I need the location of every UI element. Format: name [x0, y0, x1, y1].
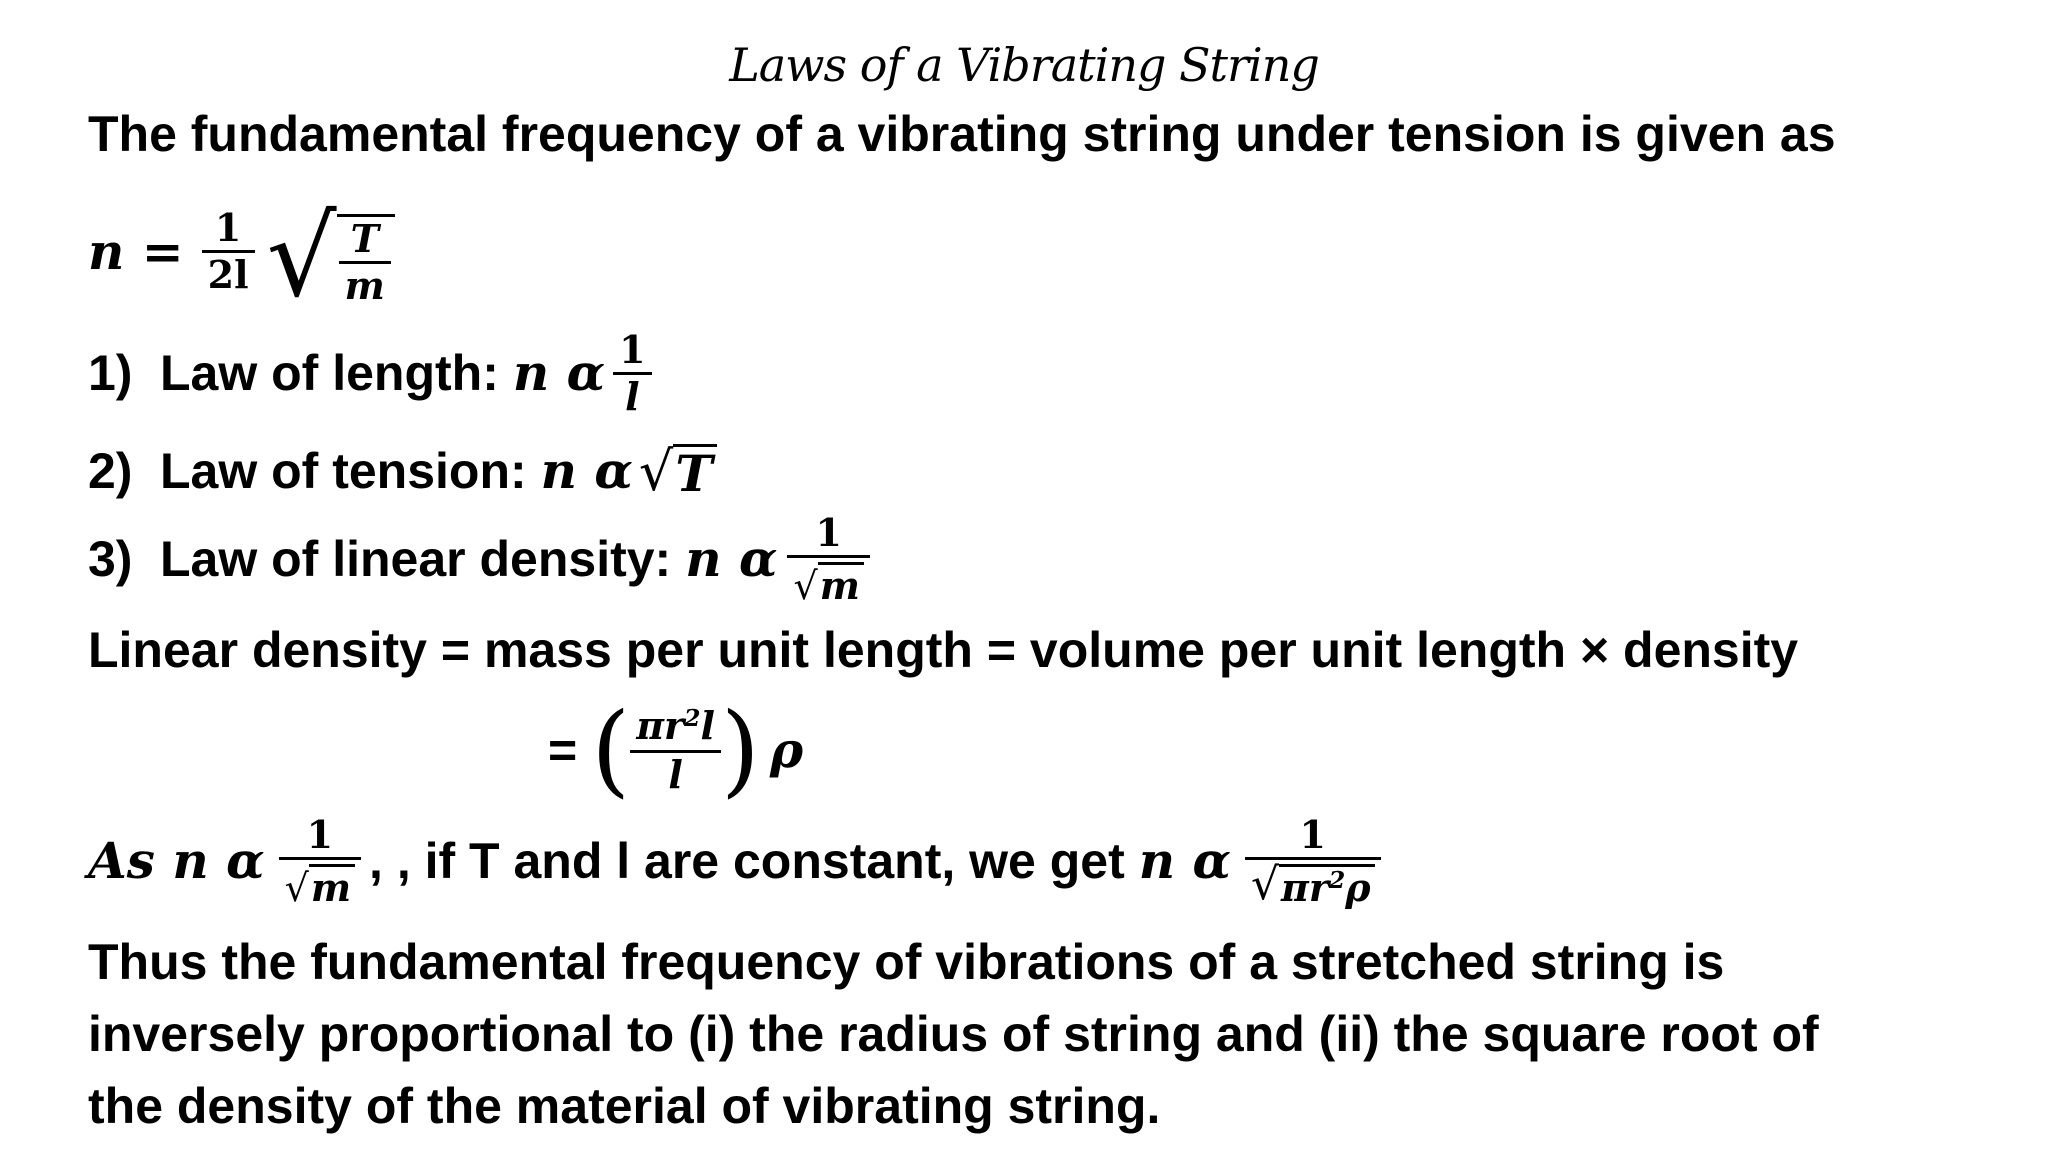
law-length-fraction [613, 326, 651, 419]
fraction-denominator: l [625, 373, 640, 419]
tension-mass-radical [266, 193, 395, 321]
fraction-numerator: 1 [1245, 815, 1381, 860]
law-label: Law of length: [160, 345, 499, 401]
density-symbol: ρ [769, 720, 804, 779]
pi-r-term: πr [636, 702, 685, 748]
volume-fraction [630, 702, 721, 797]
linear-density-definition: Linear density = mass per unit length = volume per unit length × density [88, 622, 1799, 678]
conclusion-line-3: the density of the material of vibrating string. [88, 1078, 1161, 1134]
law-density-fraction [787, 510, 869, 608]
mass-fraction [279, 812, 361, 910]
law-relation: n α [685, 529, 778, 588]
frequency-formula [88, 176, 395, 326]
law-relation: n α [540, 441, 633, 500]
fraction-denominator [787, 558, 869, 608]
radical-sign-icon: √ [1250, 859, 1280, 911]
conclusion-line-1: Thus the fundamental frequency of vibrations of a stretched string is [88, 934, 1725, 990]
radical-sign-icon: √ [266, 193, 337, 321]
law-label: Law of linear density: [160, 531, 672, 587]
intro-text: The fundamental frequency of a vibrating string under tension is given as [88, 106, 1836, 162]
exponent: 2 [684, 703, 701, 732]
result-relation: n α [1138, 831, 1231, 890]
law-linear-density [88, 505, 870, 613]
as-relation: As n α [88, 831, 265, 890]
left-paren-icon: ( [591, 691, 631, 808]
law-length [88, 323, 652, 423]
tension-mass-fraction [339, 216, 391, 309]
fraction-denominator: l [630, 750, 721, 795]
result-fraction [1245, 811, 1381, 911]
conclusion-line-2: inversely proportional to (i) the radius of string and (ii) the square root of [88, 1006, 1819, 1062]
radicand: T [673, 444, 716, 499]
mass-symbol: m [344, 263, 385, 309]
tension-symbol: T [339, 219, 391, 264]
law-label: Law of tension: [160, 443, 527, 499]
radicand: $\pi r^2\rho$ [1279, 864, 1375, 907]
radical-sign-icon: √ [638, 439, 674, 503]
conclusion-relation [88, 806, 1381, 916]
linear-density-expression [548, 690, 803, 810]
radical-sign-icon: √ [284, 865, 309, 910]
right-paren-icon: ) [720, 691, 760, 808]
formula-lhs: n = [88, 221, 184, 281]
law-relation: n α [512, 343, 606, 402]
fraction-numerator: 1 [787, 513, 869, 558]
fraction-numerator: 1 [279, 815, 361, 860]
slide-title: Laws of a Vibrating String [729, 38, 1319, 92]
law-number: 2) [88, 443, 133, 499]
equals-sign: = [548, 722, 578, 778]
length-term: l [700, 702, 715, 748]
condition-text: , , if T and l are constant, we get [369, 833, 1125, 889]
fraction-numerator [630, 702, 721, 750]
coefficient-fraction [202, 204, 255, 297]
fraction-numerator: 1 [613, 330, 651, 375]
radicand: m [309, 864, 355, 907]
law-number: 1) [88, 345, 133, 401]
radical-sign-icon: √ [793, 563, 818, 608]
coefficient-numerator: 1 [202, 208, 255, 253]
law-tension [88, 436, 717, 506]
coefficient-denominator: 2l [207, 251, 249, 297]
law-number: 3) [88, 531, 133, 587]
radicand: m [818, 562, 864, 605]
tension-radical [638, 439, 717, 503]
